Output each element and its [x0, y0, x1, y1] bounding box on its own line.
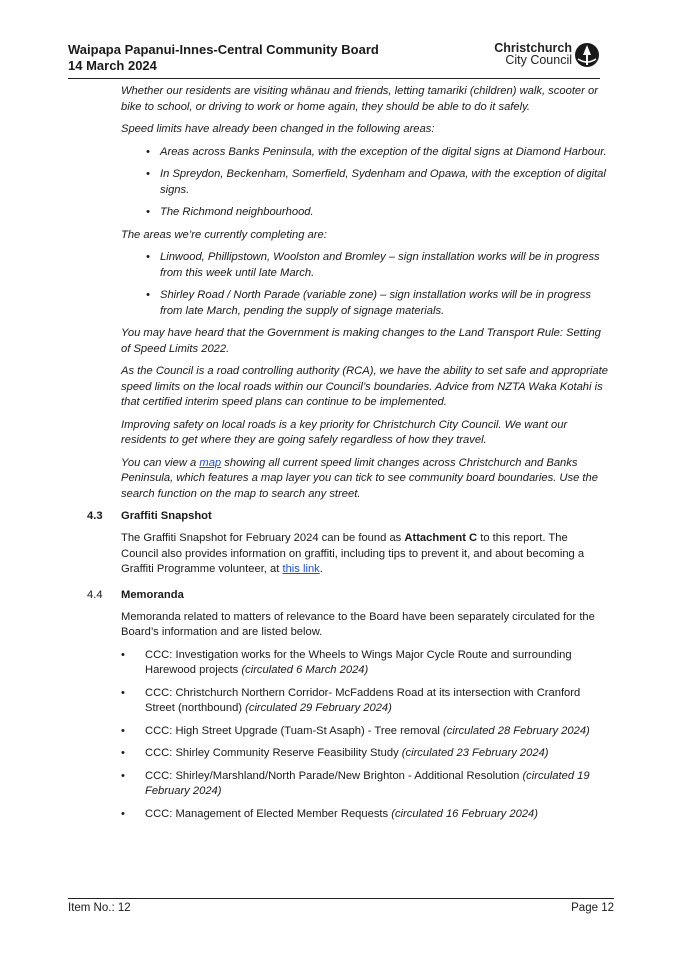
bullet-icon: • — [146, 289, 150, 301]
meeting-date: 14 March 2024 — [68, 58, 157, 73]
intro-paragraph: Whether our residents are visiting whānau and friends, letting tamariki (children) walk, scooter or bike to school, or driving to work or home again, they should be able to do it safely. — [121, 85, 598, 113]
changed-areas-list — [146, 145, 608, 221]
section-number: 4.4 — [87, 588, 103, 601]
section-heading-memoranda — [68, 588, 608, 604]
list-item: • Shirley Road / North Parade (variable zone) – sign installation works will be in progress from late March, pending the supply of signage materials. — [146, 289, 591, 317]
logo-text — [494, 42, 572, 66]
bullet-icon: • — [121, 747, 125, 759]
logo-line1: Christchurch — [494, 41, 572, 55]
bullet-icon: • — [146, 206, 150, 218]
map-paragraph: You can view a map showing all current speed limit changes across Christchurch and Banks Peninsula, which features a map layer you can tick to see community board boundaries. Use the search function on the map to search any street. — [121, 456, 598, 500]
list-item: • CCC: Shirley Community Reserve Feasibility Study (circulated 23 February 2024) — [121, 746, 608, 762]
bullet-icon: • — [121, 769, 125, 782]
completing-areas-list — [146, 250, 608, 319]
page-footer — [68, 898, 614, 914]
item-number: Item No.: 12 — [68, 902, 131, 914]
rca-paragraph: As the Council is a road controlling authority (RCA), we have the ability to set safe and appropriate speed limits on the local roads within our Council’s boundaries. Advice from NZTA Waka Kotahi is that certified interim speed plans can continue to be implemented. — [121, 365, 608, 408]
safety-paragraph: Improving safety on local roads is a key priority for Christchurch City Council. We want our residents to get where they are going safely regardless of how they travel. — [121, 418, 568, 446]
list-item: • CCC: Shirley/Marshland/North Parade/New Brighton - Additional Resolution (circulated 19 February 2024) — [121, 769, 590, 797]
bullet-icon: • — [121, 648, 125, 661]
logo-line2: City Council — [505, 53, 572, 67]
government-paragraph: You may have heard that the Government is making changes to the Land Transport Rule: Setting of Speed Limits 2022. — [121, 327, 601, 355]
list-item: • Linwood, Phillipstown, Woolston and Bromley – sign installation works will be in progress from this week until late March. — [146, 251, 600, 279]
list-item: • In Spreydon, Beckenham, Somerfield, Sydenham and Opawa, with the exception of digital signs. — [146, 168, 606, 196]
section-title: Memoranda — [121, 588, 184, 601]
bullet-icon: • — [121, 807, 125, 820]
cathedral-logo-icon — [574, 42, 600, 68]
memoranda-list — [121, 648, 608, 823]
completing-intro: The areas we’re currently completing are: — [121, 228, 327, 241]
section-title: Graffiti Snapshot — [121, 510, 212, 522]
graffiti-link[interactable]: this link — [282, 563, 320, 575]
section-heading-graffiti — [68, 509, 608, 525]
council-logo — [495, 42, 600, 72]
bullet-icon: • — [121, 686, 125, 699]
list-item: • CCC: High Street Upgrade (Tuam-St Asaph) - Tree removal (circulated 28 February 2024) — [121, 724, 608, 740]
list-item: • CCC: Investigation works for the Wheels to Wings Major Cycle Route and surrounding Harewood projects (circulated 6 March 2024) — [121, 648, 572, 676]
graffiti-paragraph: The Graffiti Snapshot for February 2024 can be found as Attachment C to this report. The Council also provides information on graffiti, including tips to prevent it, and about becoming a Graffiti Programme volunteer, at this link. — [121, 532, 585, 575]
page-body — [68, 84, 608, 829]
header-title — [68, 42, 379, 74]
bullet-icon: • — [146, 145, 150, 158]
board-name: Waipapa Papanui-Innes-Central Community Board — [68, 42, 379, 57]
map-link[interactable]: map — [199, 456, 222, 469]
attachment-ref: Attachment C — [404, 532, 478, 544]
page-number: Page 12 — [571, 902, 614, 914]
changed-intro: Speed limits have already been changed in the following areas: — [121, 123, 435, 135]
page-header — [68, 42, 600, 79]
section-number: 4.3 — [87, 510, 103, 522]
list-item: • CCC: Management of Elected Member Requests (circulated 16 February 2024) — [121, 807, 608, 823]
bullet-icon: • — [146, 168, 150, 180]
list-item: • Areas across Banks Peninsula, with the exception of the digital signs at Diamond Harbour. — [146, 145, 608, 161]
list-item: • The Richmond neighbourhood. — [146, 205, 608, 221]
memoranda-intro: Memoranda related to matters of relevance to the Board have been separately circulated for the Board’s information and are listed below. — [121, 610, 595, 638]
bullet-icon: • — [121, 724, 125, 737]
list-item: • CCC: Christchurch Northern Corridor- McFaddens Road at its intersection with Cranford Street (northbound) (circulated 29 February 2024) — [121, 686, 581, 714]
bullet-icon: • — [146, 251, 150, 263]
